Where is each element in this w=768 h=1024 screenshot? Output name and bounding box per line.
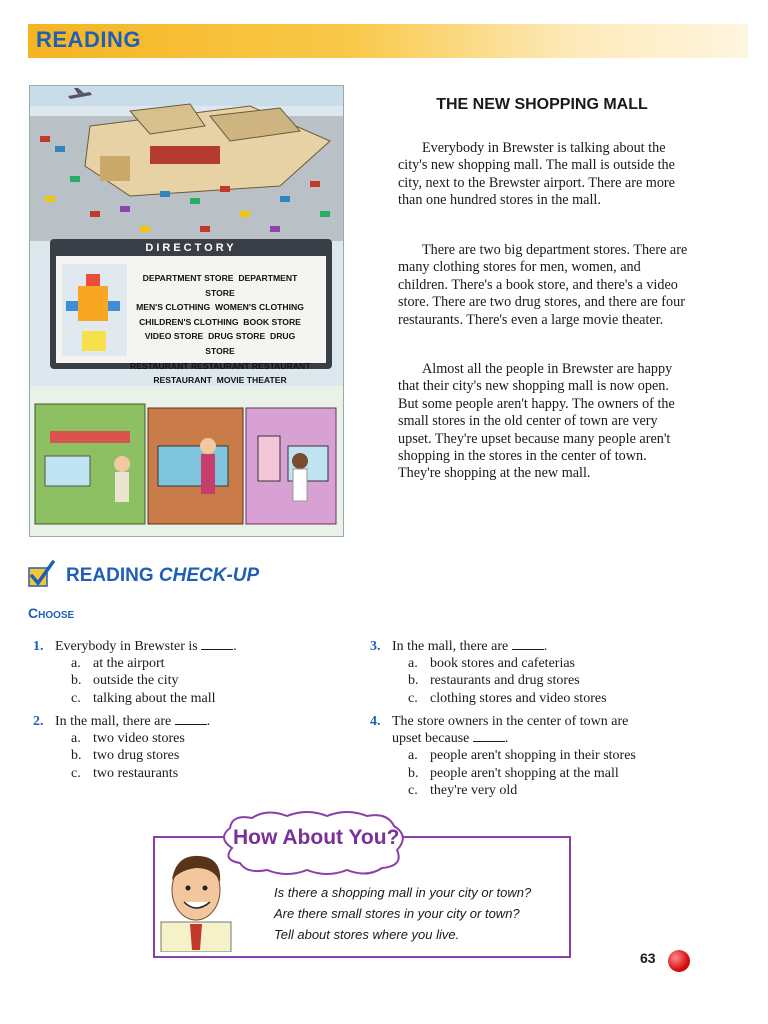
directory-title: DIRECTORY xyxy=(145,242,237,254)
article-paragraph: There are two big department stores. There are many clothing stores for men, women, and children. There's a book store, and there's a video store. There are two drug stores, and there are four restaurants. There's even a large movie theater. xyxy=(398,242,688,328)
how-about-you-question: Tell about stores where you live. xyxy=(274,927,460,942)
answer-option[interactable]: b. two drug stores xyxy=(71,748,180,764)
article-title: THE NEW SHOPPING MALL xyxy=(436,96,648,113)
article-paragraph: Everybody in Brewster is talking about the city's new shopping mall. The mall is outside the city, next to the Brewster airport. There are more than one hundred stores in the mall. xyxy=(398,140,675,209)
answer-option[interactable]: a. at the airport xyxy=(71,656,165,672)
directory-row: RESTAURANT MOVIE THEATER xyxy=(153,375,287,386)
directory-list xyxy=(130,271,310,388)
answer-option[interactable]: b. restaurants and drug stores xyxy=(408,673,580,689)
red-dot-icon xyxy=(668,950,690,972)
directory-row: CHILDREN'S CLOTHING BOOK STORE xyxy=(139,316,301,327)
question-3: 3. In the mall, there are . a. book stores and cafeterias b. restaurants and drug stores c. clothing stores and video stores xyxy=(370,638,710,707)
answer-option[interactable]: c. two restaurants xyxy=(71,765,179,781)
article-paragraph: Almost all the people in Brewster are happy that their city's new shopping mall is now open. But some people aren't happy. The owners of the small stores in the old center of town are very upset. They're upset because many people aren't shopping in the stores in the center of town. They're shopping at the new mall. xyxy=(398,361,675,482)
answer-option[interactable]: a. book stores and cafeterias xyxy=(408,656,575,672)
directory-row: DEPARTMENT STORE DEPARTMENT STORE xyxy=(142,273,298,298)
page-number: 63 xyxy=(640,950,656,966)
answer-option[interactable]: b. people aren't shopping at the mall xyxy=(408,765,619,781)
question-1: 1. Everybody in Brewster is . a. at the airport b. outside the city c. talking about the mall xyxy=(33,638,353,707)
town-stores xyxy=(30,386,343,536)
choose-label: Choose xyxy=(28,605,75,621)
how-about-you-title: How About You? xyxy=(233,826,400,849)
how-about-you-question: Is there a shopping mall in your city or town? xyxy=(274,885,532,900)
answer-option[interactable]: c. talking about the mall xyxy=(71,690,216,706)
smiling-man-icon xyxy=(156,842,236,952)
answer-option[interactable]: a. two video stores xyxy=(71,731,185,747)
answer-option[interactable]: b. outside the city xyxy=(71,673,179,689)
directory-row: VIDEO STORE DRUG STORE DRUG STORE xyxy=(144,331,296,356)
directory-row: MEN'S CLOTHING WOMEN'S CLOTHING xyxy=(136,302,304,313)
answer-option[interactable]: c. they're very old xyxy=(408,782,518,798)
answer-option[interactable]: c. clothing stores and video stores xyxy=(408,690,607,706)
question-2: 2. In the mall, there are . a. two video stores b. two drug stores c. two restaurants xyxy=(33,713,353,782)
checkmark-icon xyxy=(27,560,55,588)
directory-row: RESTAURANT RESTAURANT RESTAURANT xyxy=(130,360,311,371)
section-header-label: READING xyxy=(36,27,141,52)
question-4: 4. The store owners in the center of town are upset because . a. people aren't shopping in their stores b. people aren't shopping at the mall c. they're very old xyxy=(370,713,710,799)
how-about-you-question: Are there small stores in your city or town? xyxy=(274,906,520,921)
answer-option[interactable]: a. people aren't shopping in their stores xyxy=(408,748,636,764)
checkup-title: READING CHECK-UP xyxy=(66,565,260,586)
